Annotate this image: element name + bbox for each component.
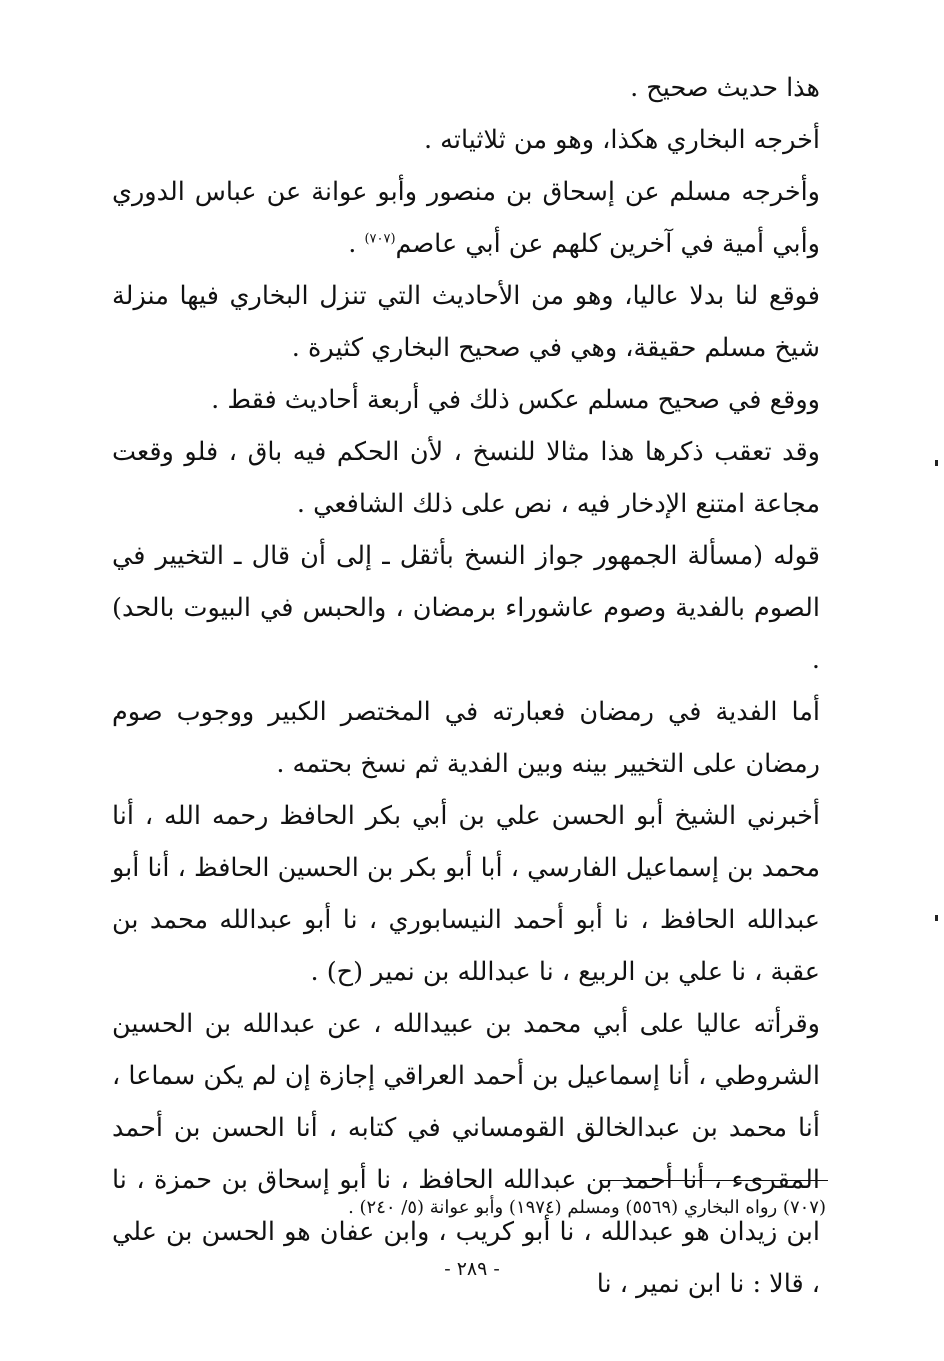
paragraph: فوقع لنا بدلا عاليا، وهو من الأحاديث التي تنزل البخاري فيها منزلة شيخ مسلم حقيقة، وهي في صحيح البخاري كثيرة .	[112, 281, 820, 363]
footnote-reference[interactable]: (٧٠٧)	[364, 231, 396, 247]
paragraph: أخرجه البخاري هكذا، وهو من ثلاثياته .	[423, 125, 820, 155]
main-text	[112, 62, 820, 1310]
paragraph: وقد تعقب ذكرها هذا مثالا للنسخ ، لأن الحكم فيه باق ، فلو وقعت مجاعة امتنع الإدخار فيه ، نص على ذلك الشافعي .	[112, 437, 820, 519]
footnote: (٧٠٧) رواه البخاري (٥٥٦٩) ومسلم (١٩٧٤) وأبو عوانة (٥/ ٢٤٠) .	[348, 1197, 826, 1218]
paragraph: هذا حديث صحيح .	[630, 73, 820, 103]
paragraph: قوله (مسألة الجمهور جواز النسخ بأثقل ـ إلى أن قال ـ التخيير في الصوم بالفدية وصوم عاشوراء برمضان ، والحبس في البيوت بالحد) .	[112, 541, 820, 675]
scan-mark	[935, 915, 938, 921]
footnote-divider	[600, 1180, 828, 1181]
paragraph	[112, 166, 820, 270]
paragraph: أخبرني الشيخ أبو الحسن علي بن أبي بكر الحافظ رحمه الله ، أنا محمد بن إسماعيل الفارسي ، أبا أبو بكر بن الحسين الحافظ ، أنا أبو عبدالله الحافظ ، نا أبو أحمد النيسابوري ، نا أبو عبدالله محمد بن عقبة ، نا علي بن الربيع ، نا عبدالله بن نمير (ح) .	[112, 801, 820, 987]
page-number: - ٢٨٩ -	[444, 1258, 500, 1280]
paragraph: ووقع في صحيح مسلم عكس ذلك في أربعة أحاديث فقط .	[211, 385, 820, 415]
paragraph-end: .	[348, 229, 365, 259]
paragraph-text: وأخرجه مسلم عن إسحاق بن منصور وأبو عوانة عن عباس الدوري وأبي أمية في آخرين كلهم عن أبي عاصم	[112, 177, 820, 259]
paragraph: أما الفدية في رمضان فعبارته في المختصر الكبير ووجوب صوم رمضان على التخيير بينه وبين الفدية ثم نسخ بحتمه .	[112, 697, 820, 779]
scan-mark	[935, 460, 938, 466]
paragraph: وقرأته عاليا على أبي محمد بن عبيدالله ، عن عبدالله بن الحسين الشروطي ، أنا إسماعيل بن أحمد العراقي إجازة إن لم يكن سماعا ، أنا محمد بن عبدالخالق القومساني في كتابه ، أنا الحسن بن أحمد المقرىء ، أنا أحمد بن عبدالله الحافظ ، نا أبو إسحاق بن حمزة ، نا ابن زيدان هو عبدالله ، نا أبو كريب ، وابن عفان هو الحسن بن علي ، قالا : نا ابن نمير ، نا	[112, 1009, 820, 1299]
